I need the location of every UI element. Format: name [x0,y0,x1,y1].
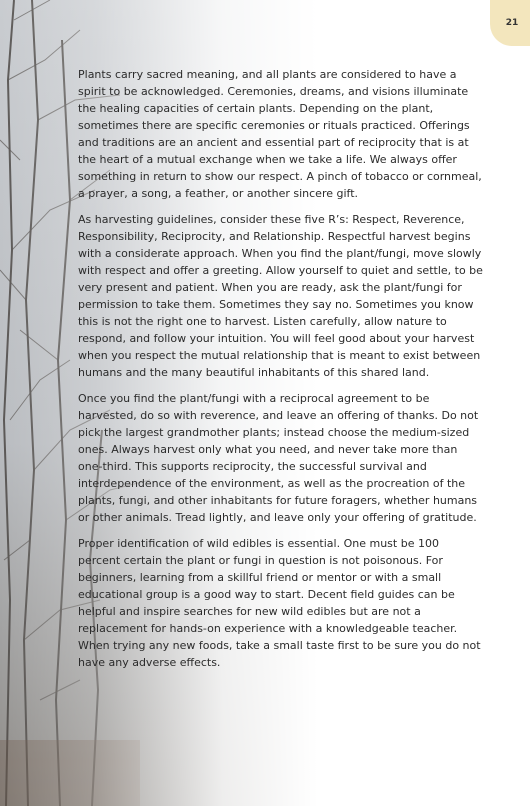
paragraph-harvesting-guidelines: As harvesting guidelines, consider these five R’s: Respect, Reverence, Responsibility, Reciprocity, and Relationship. Respectful harvest begins with a considerate approach. When you find the plant/fungi, move slowly with respect and offer a greeting. Allow yourself to quiet and settle, to be very present and patient. When you are ready, ask the plant/fungi for permission to take them. Sometimes they say no. Sometimes you know this is not the right one to harvest. Listen carefully, allow nature to respond, and follow your intuition. You will feel good about your harvest when you respect the mutual relationship that is meant to exist between humans and the many beautiful inhabitants of this shared land. [78,213,483,379]
paragraph-sacred-meaning: Plants carry sacred meaning, and all plants are considered to have a spirit to be acknowledged. Ceremonies, dreams, and visions illuminate the healing capacities of certain plants. Depending on the plant, sometimes there are specific ceremonies or rituals practiced. Offerings and traditions are an ancient and essential part of reciprocity that is at the heart of a mutual exchange when we take a life. We always offer something in return to show our respect. A pinch of tobacco or cornmeal, a prayer, a song, a feather, or another sincere gift. [78,68,482,200]
paragraph-reciprocal-agreement: Once you find the plant/fungi with a reciprocal agreement to be harvested, do so with reverence, and leave an offering of thanks. Do not pick the largest grandmother plants; instead choose the medium-sized ones. Always harvest only what you need, and never take more than one-third. This supports reciprocity, the successful survival and interdependence of the environment, as well as the procreation of the plants, fungi, and other inhabitants for future foragers, whether humans or other animals. Tread lightly, and leave only your offering of gratitude. [78,392,479,524]
page-number-badge [490,0,530,46]
page-number: 21 [505,18,519,28]
paragraph-proper-identification: Proper identification of wild edibles is essential. One must be 100 percent certain the plant or fungi in question is not poisonous. For beginners, learning from a skillful friend or mentor or with a small educational group is a good way to start. Decent field guides can be helpful and inspire searches for new wild edibles but are not a replacement for hands-on experience with a knowledgeable teacher. When trying any new foods, take a small taste first to be sure you do not have any adverse effects. [78,537,481,669]
body-text-column [78,66,483,680]
